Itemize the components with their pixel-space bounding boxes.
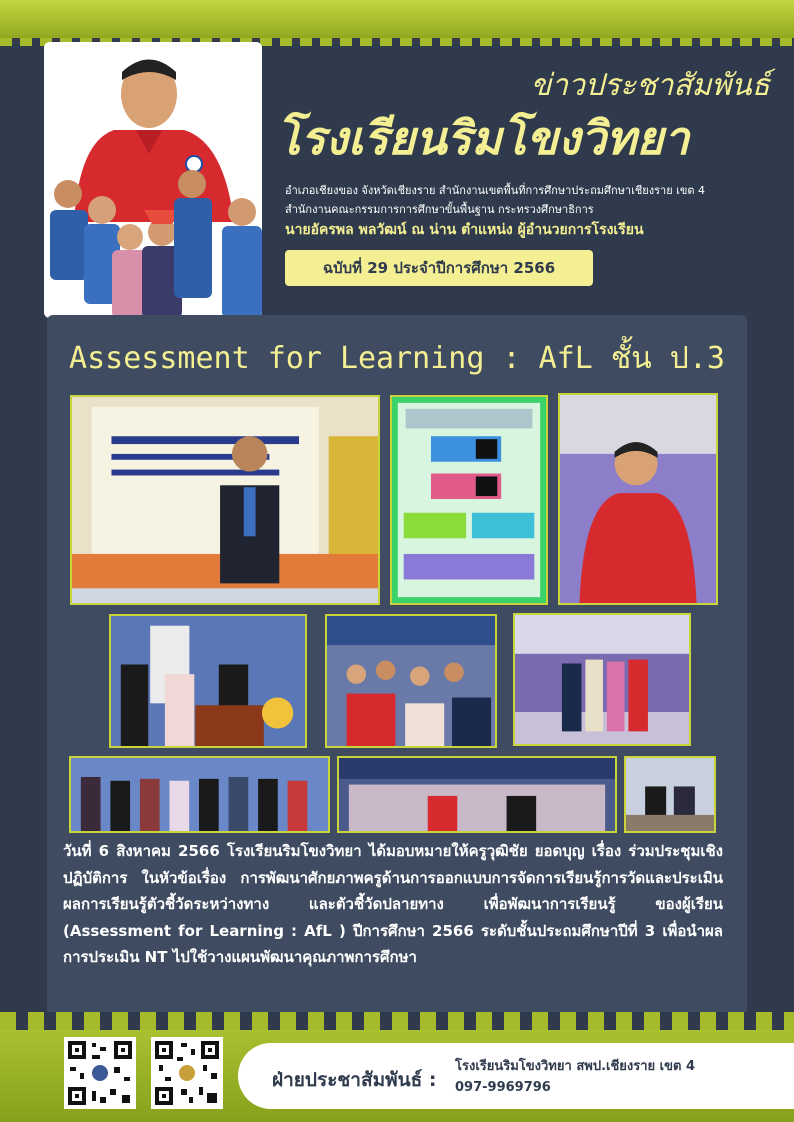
footer-label: ฝ่ายประชาสัมพันธ์ : [272, 1069, 437, 1091]
school-name-title: โรงเรียนริมโขงวิทยา [276, 111, 690, 165]
photo-group-at-lectern [109, 614, 307, 748]
director-portrait [44, 42, 262, 318]
qr-code-school[interactable] [151, 1037, 223, 1109]
director-line: นายอัครพล พลวัฒน์ ณ น่าน ตำแหน่ง ผู้อำนวยการโรงเรียน [285, 222, 644, 238]
photo-large-group [337, 756, 617, 833]
address-line-2: สำนักงานคณะกรรมการการศึกษาขั้นพื้นฐาน กระทรวงศึกษาธิการ [285, 203, 594, 216]
qr-code-facebook[interactable] [64, 1037, 136, 1109]
issue-label: ฉบับที่ 29 ประจำปีการศึกษา 2566 [322, 259, 556, 277]
photo-meeting-seated [624, 756, 716, 833]
issue-badge [285, 250, 593, 286]
news-kicker: ข่าวประชาสัมพันธ์ [530, 68, 770, 103]
footer-organization: โรงเรียนริมโขงวิทยา สพป.เชียงราย เขต 4 [455, 1059, 696, 1074]
address-line-1: อำเภอเชียงของ จังหวัดเชียงราย สำนักงานเขตพื้นที่การศึกษาประถมศึกษาเชียงราย เขต 4 [285, 184, 706, 197]
photo-presenter-at-podium [70, 395, 380, 605]
photo-participants-line [69, 756, 330, 833]
photo-teacher-portrait [558, 393, 718, 605]
photo-staff-group-standing [513, 613, 691, 746]
top-decor-bar [0, 0, 794, 40]
photo-workshop-audience [325, 614, 497, 748]
article-body: วันที่ 6 สิงหาคม 2566 โรงเรียนริมโขงวิทยา ได้มอบหมายให้ครูวุฒิชัย ยอดบุญ เรื่อง ร่วมประชุมเชิงปฏิบัติการ ในหัวข้อเรื่อง การพัฒนาศักยภาพครูด้านการออกแบบการจัดการเรียนรู้การวัดและประเมินผลการเรียนรู้ตัวชี้วัดระหว่างทาง และตัวชี้วัดปลายทาง เพื่อพัฒนาการเรียนรู้ ของผู้เรียน (Assessment for Learning : AfL ) ปีการศึกษา 2566 ระดับชั้นประถมศึกษาปีที่ 3 เพื่อนำผลการประเมิน NT ไปใช้วางแผนพัฒนาคุณภาพการศึกษา [63, 842, 723, 966]
photo-qr-poster [390, 395, 548, 605]
article-title: Assessment for Learning : AfL ชั้น ป.3 [69, 341, 725, 376]
footer-phone[interactable]: 097-9969796 [455, 1080, 551, 1095]
